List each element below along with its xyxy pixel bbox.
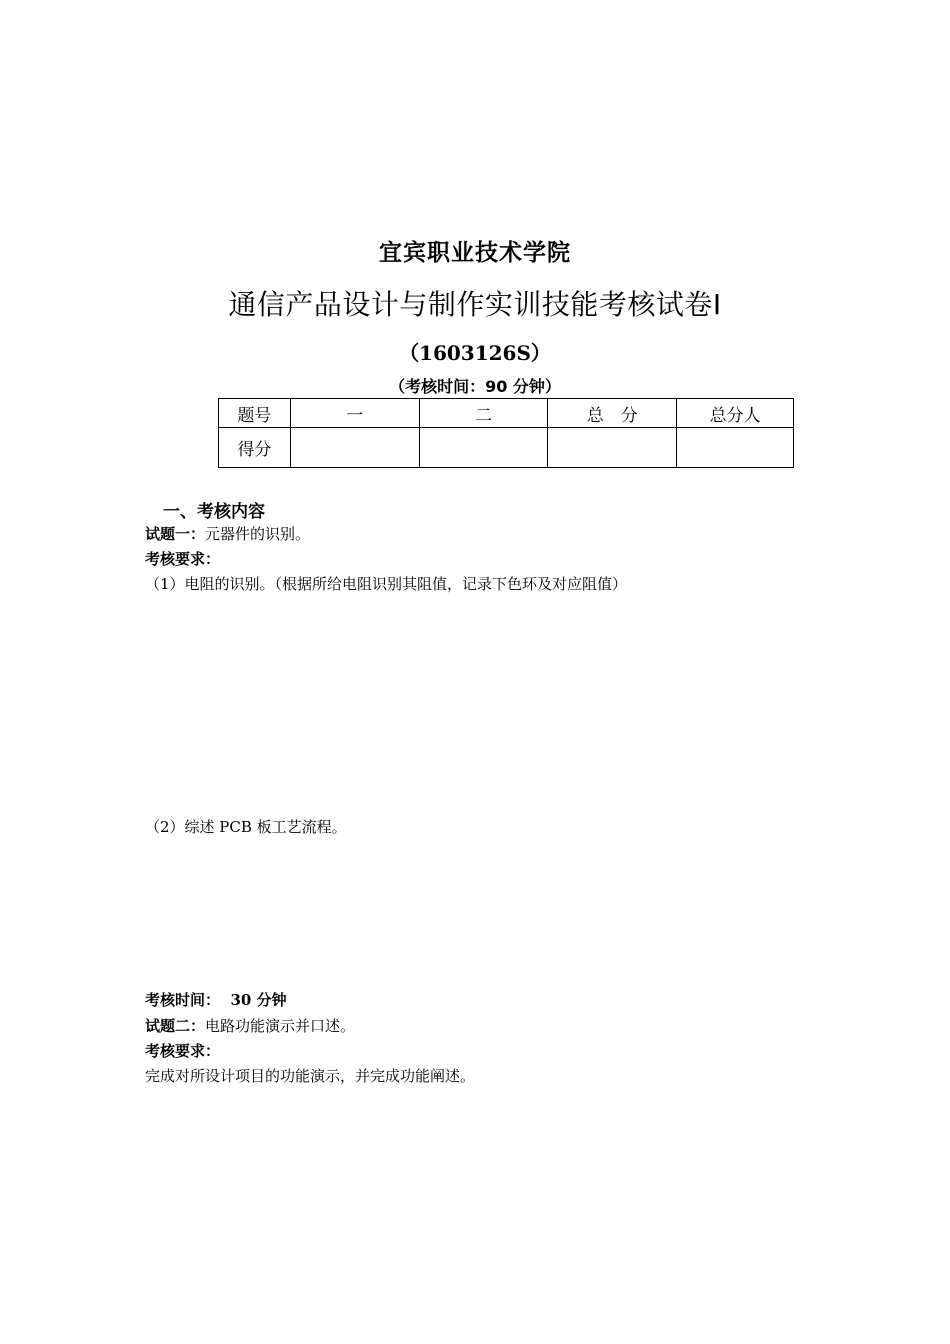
requirement-label-1: 考核要求： [145, 550, 221, 568]
score-cell-grader [677, 428, 794, 468]
time-value: 30 分钟 [230, 991, 287, 1009]
requirement-item-2: （2）综述 PCB 板工艺流程。 [145, 818, 347, 836]
row-label-score: 得分 [219, 428, 291, 468]
score-cell-q2 [419, 428, 548, 468]
question-1 [145, 523, 310, 544]
time-label: 考核时间： [145, 991, 221, 1009]
header-cell-q2: 二 [419, 399, 548, 428]
exam-title: 通信产品设计与制作实训技能考核试卷Ⅰ [228, 288, 722, 321]
header-cell-grader: 总分人 [677, 399, 794, 428]
question-2-text: 电路功能演示并口述。 [205, 1017, 356, 1035]
question-1-text: 元器件的识别。 [205, 525, 311, 543]
score-table-header-row [219, 399, 794, 428]
requirement-item-1: （1）电阻的识别。（根据所给电阻识别其阻值，记录下色环及对应阻值） [145, 575, 628, 593]
question-2-label: 试题二： [145, 1017, 206, 1035]
header-cell-total: 总 分 [548, 399, 677, 428]
school-name: 宜宾职业技术学院 [379, 239, 571, 266]
header-cell-q1: 一 [290, 399, 419, 428]
score-cell-q1 [290, 428, 419, 468]
requirement-text-2: 完成对所设计项目的功能演示，并完成功能阐述。 [145, 1067, 476, 1085]
score-cell-total [548, 428, 677, 468]
score-table [218, 398, 794, 468]
exam-duration: （考核时间：90 分钟） [389, 377, 561, 396]
question-1-label: 试题一： [145, 525, 206, 543]
course-code: （1603126S） [399, 341, 551, 365]
question-2 [145, 1015, 355, 1036]
score-table-score-row [219, 428, 794, 468]
section-heading: 一、考核内容 [163, 502, 265, 522]
requirement-label-2: 考核要求： [145, 1042, 221, 1060]
header-cell-question-no: 题号 [219, 399, 291, 428]
question-1-time [145, 989, 287, 1010]
